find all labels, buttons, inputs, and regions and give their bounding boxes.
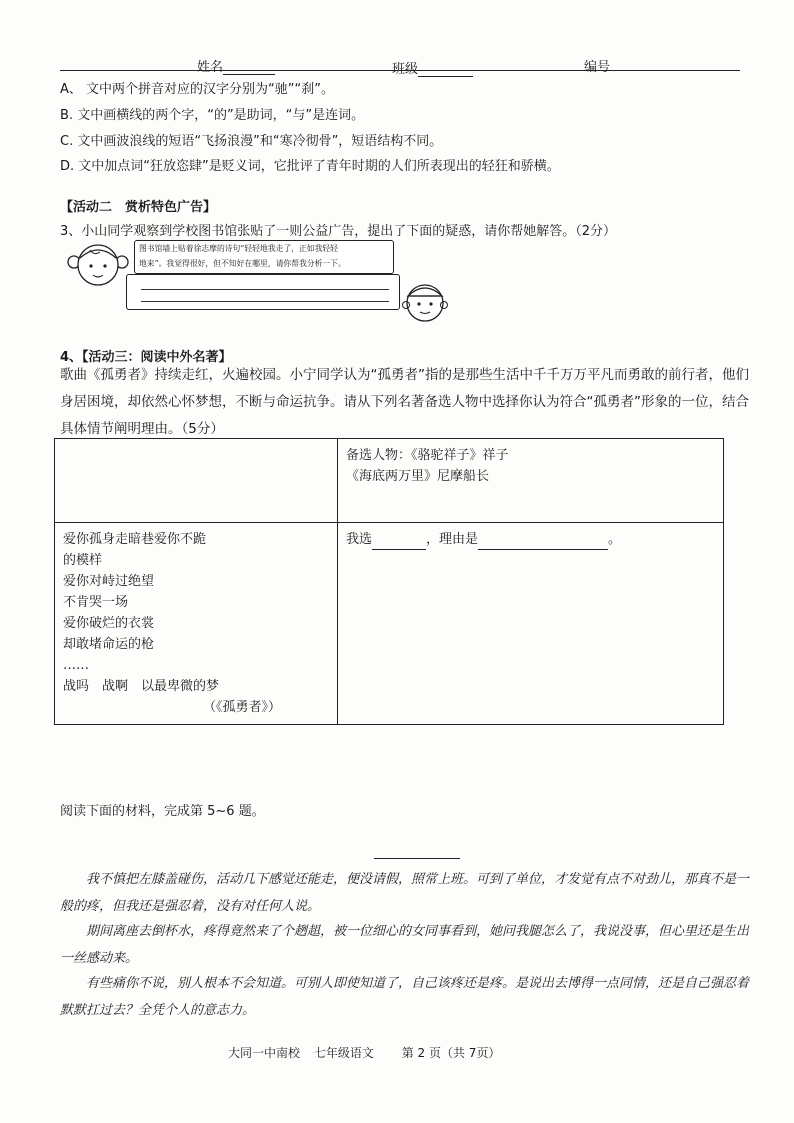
answer-cell: 我选 ，理由是 。 — [338, 523, 724, 725]
candidates-cell: 备选人物：《骆驼祥子》祥子 《海底两万里》尼摩船长 — [338, 439, 724, 523]
question-4-text: 歌曲《孤勇者》持续走红，火遍校园。小宁同学认为“孤勇者”指的是那些生活中千千万万平凡而勇敢的前行者，他们身居困境，却依然心怀梦想，不断与命运抗争。请从下列名著备选人物中选择你认为符合“孤勇者”形象的一位，结合具体情节阐明理由。（5分） — [60, 367, 749, 437]
bubble-text-1: 图书馆墙上贴着徐志摩的诗句“轻轻地我走了，正如我轻轻 — [139, 244, 338, 253]
poem-line: 的模样 — [63, 553, 103, 568]
poem-line: 却敢堵命运的枪 — [63, 637, 155, 652]
reading-intro: 阅读下面的材料，完成第 5~6 题。 — [60, 804, 265, 819]
header-rule — [60, 70, 740, 71]
option-b: B. 文中画横线的两个字，“的”是助词，“与”是连词。 — [60, 108, 365, 123]
poem-table — [54, 438, 724, 725]
poem-line: 不肯哭一场 — [63, 595, 129, 610]
boy-face-icon — [400, 278, 450, 324]
chosen-character-blank[interactable] — [372, 534, 426, 550]
answer-line-2[interactable] — [141, 301, 389, 302]
footer-page: 第 2 页（共 7页） — [401, 1046, 501, 1060]
footer-subject: 七年级语文 — [313, 1046, 374, 1060]
footer-school: 大同一中南校 — [228, 1046, 301, 1060]
class-blank[interactable] — [418, 76, 473, 77]
answer-line-1[interactable] — [141, 289, 389, 290]
poem-cell — [55, 523, 338, 725]
number-label: 编号 — [584, 60, 611, 75]
question-bubble — [134, 240, 394, 274]
option-c: C. 文中画波浪线的短语“飞扬浪漫”和“寒冷彻骨”，短语结构不同。 — [60, 134, 443, 149]
poem-line: 爱你孤身走暗巷爱你不跪 — [63, 532, 207, 547]
name-label: 姓名 — [197, 56, 275, 75]
poem-source: （《孤勇者》） — [203, 700, 282, 715]
class-label: 班级 — [392, 58, 473, 77]
girl-face-icon — [64, 240, 132, 290]
question-3: 3、小山同学观察到学校图书馆张贴了一则公益广告，提出了下面的疑惑，请你帮她解答。（2分） — [60, 224, 617, 239]
answer-bubble[interactable] — [126, 274, 400, 310]
bubble-text-2: 地来”。我觉得很好，但不知好在哪里，请你帮我分析一下。 — [139, 259, 346, 268]
title-blank — [374, 858, 460, 859]
poem-line: 爱你对峙过绝望 — [63, 574, 155, 589]
poem-line: 爱你破烂的衣裳 — [63, 616, 155, 631]
poem-line: 战吗 战啊 以最卑微的梦 — [63, 679, 220, 694]
activity2-title: 【活动二 赏析特色广告】 — [60, 200, 217, 215]
name-blank[interactable] — [223, 74, 275, 75]
activity3-title: 4、【活动三：阅读中外名著】 — [60, 350, 232, 365]
reason-blank[interactable] — [478, 534, 608, 550]
story-paragraph-3: 有些痛你不说，别人根本不会知道。可别人即使知道了，自己该疼还是疼。是说出去博得一点同情，还是自己强忍着默默扛过去？全凭个人的意志力。 — [60, 976, 750, 1018]
story-paragraph-2: 期间离座去倒杯水，疼得竟然来了个趔趄，被一位细心的女同事看到，她问我腿怎么了，我说没事，但心里还是生出一丝感动来。 — [60, 924, 750, 966]
story-paragraph-1: 我不慎把左膝盖碰伤，活动几下感觉还能走，便没请假，照常上班。可到了单位，才发觉有点不对劲儿，那真不是一般的疼，但我还是强忍着，没有对任何人说。 — [60, 872, 750, 914]
option-a: A、 文中两个拼音对应的汉字分别为“驰”“刹”。 — [60, 82, 334, 97]
option-d: D. 文中加点词“狂放恣肆”是贬义词，它批评了青年时期的人们所表现出的轻狂和骄横。 — [60, 159, 560, 174]
table-top-left — [55, 439, 338, 523]
footer — [228, 1044, 500, 1061]
poem-line: …… — [63, 658, 89, 673]
